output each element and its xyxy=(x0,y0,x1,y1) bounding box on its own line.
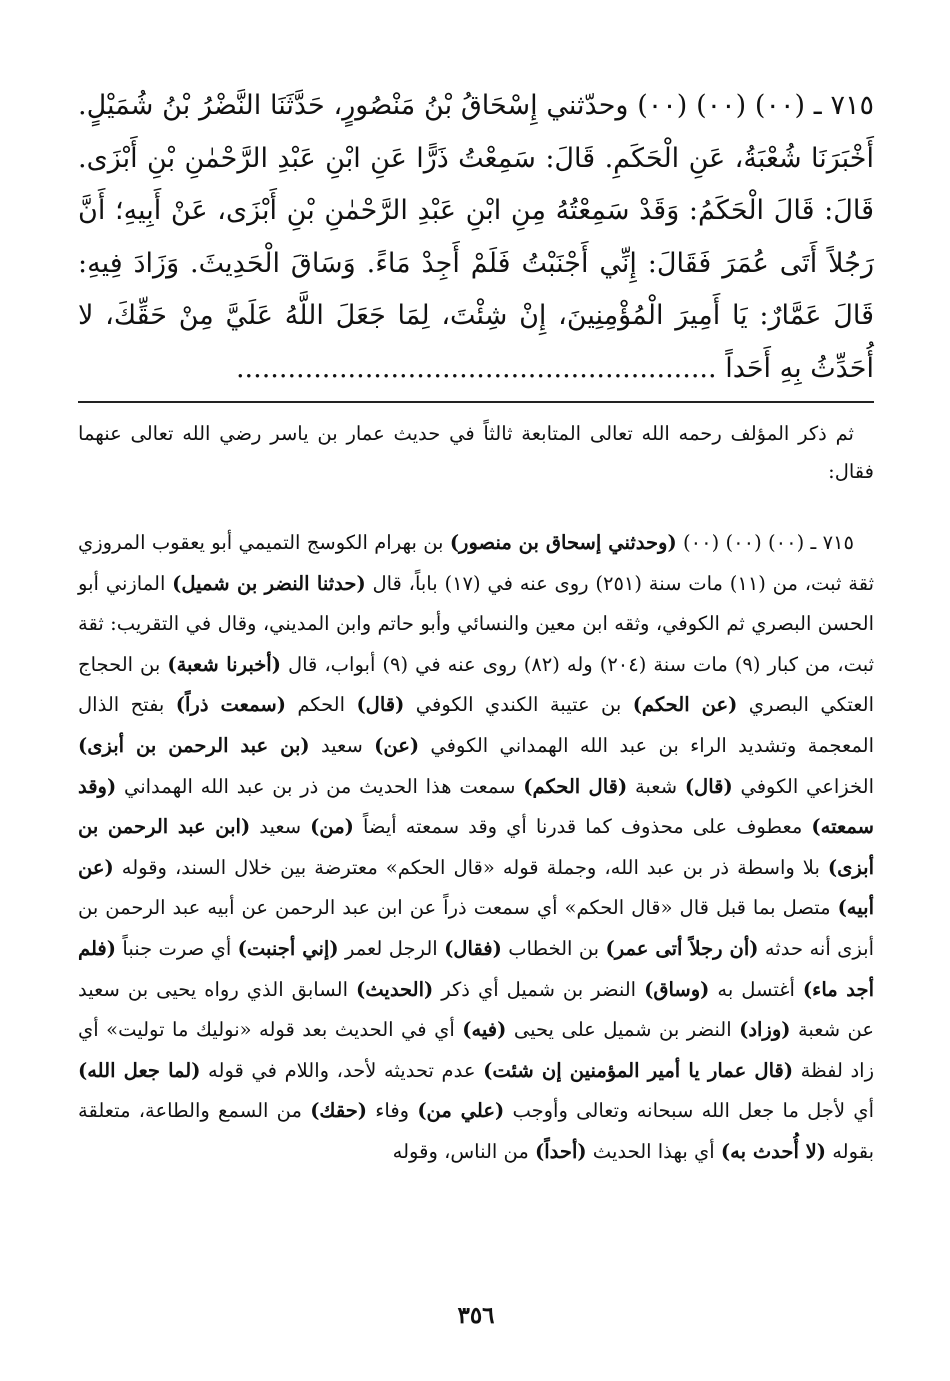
hadith-body: ٧١٥ ـ (٠٠) (٠٠) (٠٠) وحدّثني إِسْحَاقُ بْنُ مَنْصُورٍ، حَدَّثَنَا النَّضْرُ بْنُ شُمَيْلٍ. أَخْبَرَنَا شُعْبَةُ، عَنِ الْحَكَمِ. قَالَ: سَمِعْتُ ذَرًّا عَنِ ابْنِ عَبْدِ الرَّحْمٰنِ بْنِ أَبْزَى. قَالَ: قَالَ الْحَكَمُ: وَقَدْ سَمِعْتُهُ مِنِ ابْنِ عَبْدِ الرَّحْمٰنِ بْنِ أَبْزَى، عَنْ أَبِيهِ؛ أَنَّ رَجُلاً أَتَى عُمَرَ فَقَالَ: إِنِّي أَجْنَبْتُ فَلَمْ أَجِدْ مَاءً. وَسَاقَ الْحَدِيثَ. وَزَادَ فِيهِ: قَالَ عَمَّارٌ: يَا أَمِيرَ الْمُؤْمِنِينَ، إِنْ شِئْتَ، لِمَا جَعَلَ اللَّهُ عَلَيَّ مِنْ حَقِّكَ، لا أُحَدِّثُ بِهِ أَحَداً xyxy=(78,90,874,384)
commentary-paragraph xyxy=(78,523,874,1173)
commentary-text: شعبة xyxy=(627,774,685,798)
commentary-highlight: (أخبرنا شعبة) xyxy=(167,652,281,676)
commentary-text: الحكم xyxy=(285,693,357,717)
commentary-highlight: (أحداً) xyxy=(535,1139,587,1163)
commentary-text: سمعت هذا الحديث من ذر بن عبد الله الهمداني xyxy=(116,774,524,798)
hadith-text xyxy=(78,70,874,395)
commentary-highlight: (الحديث) xyxy=(356,977,434,1001)
commentary-text: بن عتيبة الكندي الكوفي xyxy=(404,693,633,717)
commentary-text: من السمع والطاعة، متعلقة بقوله xyxy=(78,1099,874,1163)
commentary-highlight: (حدثنا النضر بن شميل) xyxy=(172,571,366,595)
commentary-highlight: (وحدثني إسحاق بن منصور) xyxy=(449,531,677,554)
commentary-highlight: (بن عبد الرحمن بن أبزى) xyxy=(78,733,310,757)
commentary-text: بن الخطاب xyxy=(501,936,606,960)
commentary-highlight: (إني أجنبت) xyxy=(237,936,339,960)
commentary-highlight: (قال) xyxy=(684,774,733,798)
commentary-text: عدم تحديثه لأحد، واللام في قوله xyxy=(200,1058,484,1082)
commentary-highlight: (سمعت ذراً) xyxy=(175,693,286,717)
commentary-text: النضر بن شميل على يحيى xyxy=(506,1018,740,1042)
commentary-text: سعيد xyxy=(250,815,311,839)
commentary-text: بلا واسطة ذر بن عبد الله، وجملة قوله «قال الحكم» معترضة بين خلال السند، وقوله xyxy=(113,855,828,879)
commentary-highlight: (أن رجلاً أتى عمر) xyxy=(605,936,759,960)
commentary-text: بن الحجاج العتكي البصري xyxy=(78,652,874,717)
commentary-text: معطوف على محذوف كما قدرنا أي وقد سمعته أيضاً xyxy=(353,815,812,839)
commentary-highlight: (ابن عبد الرحمن بن أبزى) xyxy=(78,815,874,879)
commentary-highlight: (فيه) xyxy=(462,1018,507,1042)
commentary-text: بفتح الذال المعجمة وتشديد الراء بن عبد الله الهمداني الكوفي xyxy=(78,693,874,757)
commentary-text: النضر بن شميل أي ذكر xyxy=(433,977,645,1001)
commentary-text: سعيد xyxy=(309,733,375,757)
commentary-text: بن بهرام الكوسج التميمي أبو يعقوب المروزي ثقة ثبت، من (١١) مات سنة (٢٥١) روى عنه في (١٧) باباً، قال xyxy=(78,531,875,595)
commentary-text: أي بهذا الحديث xyxy=(586,1139,721,1163)
commentary-text: السابق الذي رواه يحيى بن سعيد عن شعبة xyxy=(78,977,874,1042)
commentary-text: الرجل لعمر xyxy=(338,936,445,960)
commentary-highlight: (قال عمار يا أمير المؤمنين إن شئت) xyxy=(483,1058,794,1082)
commentary-highlight: (من) xyxy=(310,815,354,839)
page-number: ٣٥٦ xyxy=(457,1302,495,1329)
commentary-highlight: (وزاد) xyxy=(739,1018,791,1042)
commentary-highlight: (وساق) xyxy=(644,977,710,1001)
commentary-highlight: (حقك) xyxy=(310,1099,368,1123)
commentary-highlight: (عن أبيه) xyxy=(78,855,874,920)
page xyxy=(78,70,875,1329)
commentary-highlight: (عن) xyxy=(374,733,420,757)
commentary-highlight: (وقد سمعته) xyxy=(78,774,874,839)
commentary-text: أي في الحديث بعد قوله «نوليك ما توليت» أي زاد لفظة xyxy=(78,1018,875,1082)
commentary-text: ٧١٥ ـ (٠٠) (٠٠) (٠٠) xyxy=(676,531,854,554)
commentary-text: الخزاعي الكوفي xyxy=(732,774,875,798)
commentary-text: أي لأجل ما جعل الله سبحانه وتعالى وأوجب xyxy=(504,1099,874,1123)
commentary-highlight: (قال) xyxy=(356,693,405,717)
commentary-highlight: (عن الحكم) xyxy=(632,693,738,717)
commentary-highlight: (لما جعل الله) xyxy=(78,1058,201,1082)
commentary-highlight: (قال الحكم) xyxy=(523,774,628,798)
commentary-text: متصل بما قبل قال «قال الحكم» أي سمعت ذراً عن ابن عبد الرحمن عن أبيه عبد الرحمن بن أبزى أنه حدثه xyxy=(78,896,874,960)
commentary-text: من الناس، وقوله xyxy=(392,1139,536,1163)
intro-paragraph: ثم ذكر المؤلف رحمه الله تعالى المتابعة ثالثاً في حديث عمار بن ياسر رضي الله تعالى عنهما فقال: xyxy=(78,422,874,483)
commentary-text: أي صرت جنباً xyxy=(115,936,238,960)
commentary-highlight: (لا أُحدث به) xyxy=(720,1139,827,1163)
commentary-highlight: (فقال) xyxy=(444,936,502,960)
commentary-highlight: (علي من) xyxy=(417,1099,505,1123)
section-divider xyxy=(78,401,874,403)
commentary-highlight: (فلم أجد ماء) xyxy=(78,936,875,1001)
hadith-continuation-dots: ........................................................ xyxy=(235,352,717,384)
commentary-text: المازني أبو الحسن البصري ثم الكوفي، وثقه ابن معين والنسائي وأبو حاتم وابن المديني، وقال في التقريب: ثقة ثبت، من كبار (٩) مات سنة (٢٠٤) وله (٨٢) روى عنه في (٩) أبواب، قال xyxy=(78,571,875,676)
commentary-text: أغتسل به xyxy=(709,977,803,1001)
commentary-text: وفاء xyxy=(367,1099,418,1123)
